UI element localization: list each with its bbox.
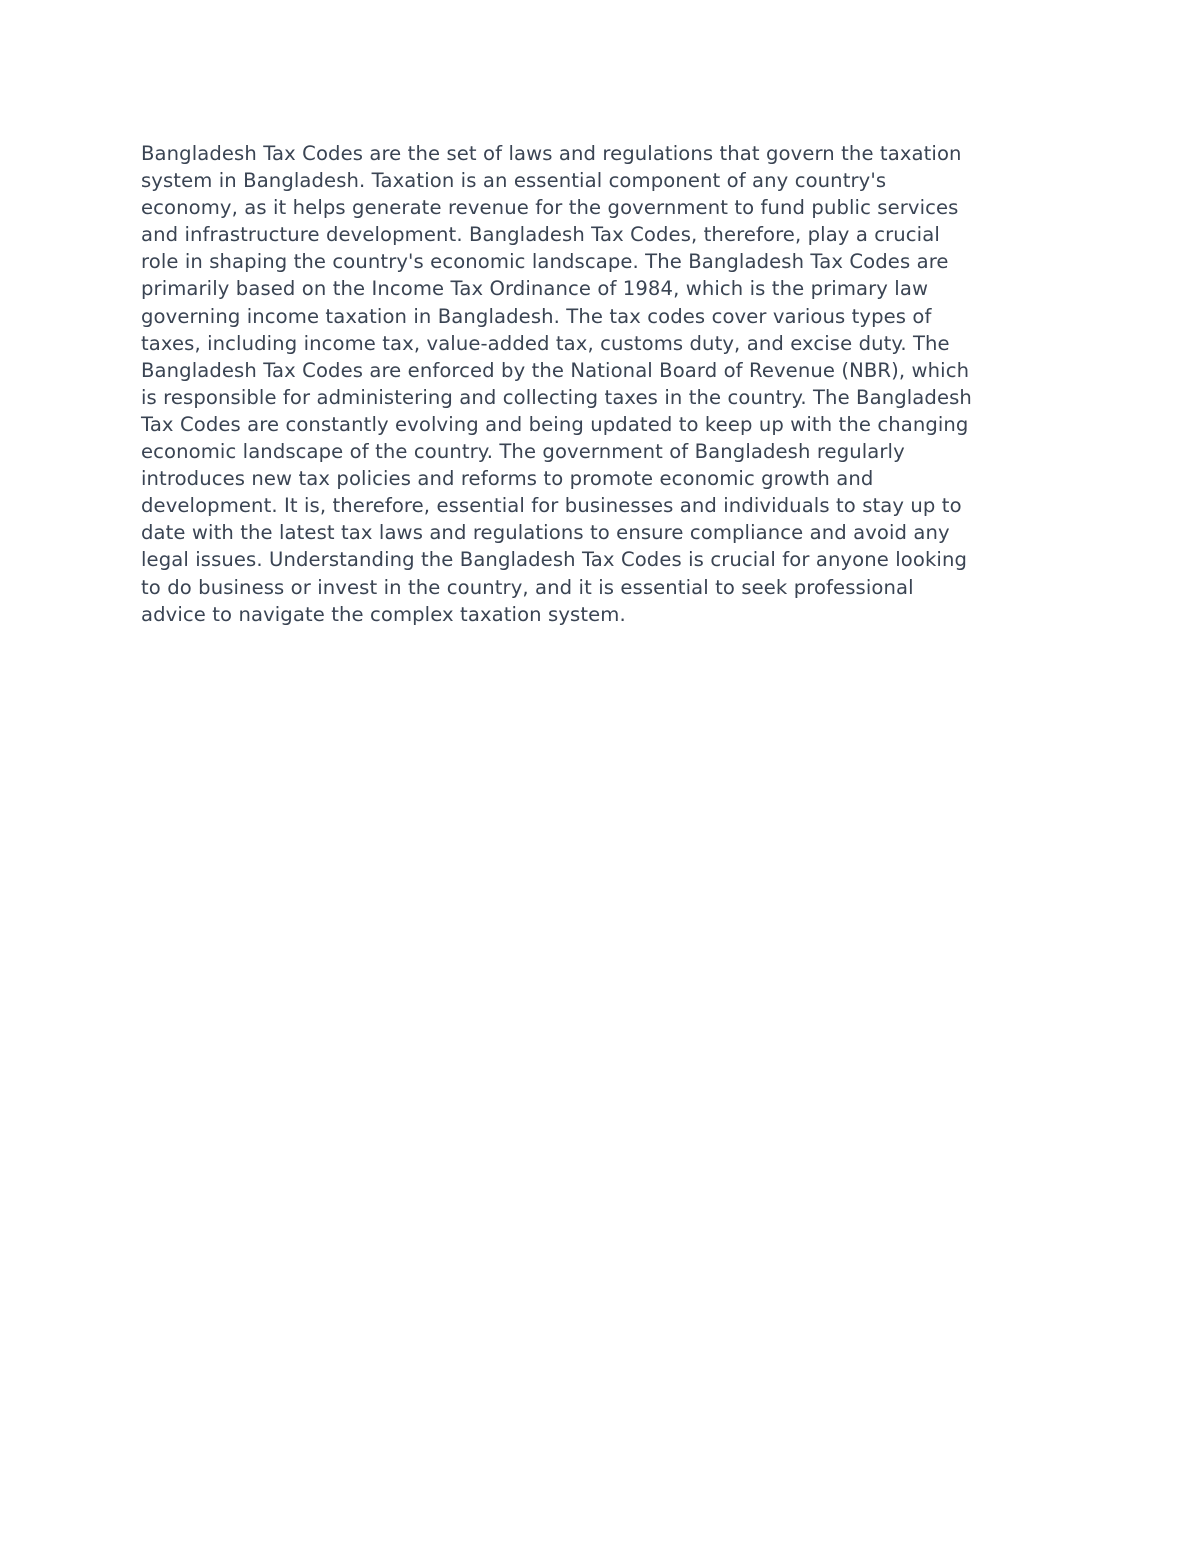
paragraph-line: is responsible for administering and collecting taxes in the country. The Bangladesh [141, 385, 972, 409]
paragraph-line: date with the latest tax laws and regulations to ensure compliance and avoid any [141, 521, 950, 545]
body-paragraph [141, 140, 1061, 628]
paragraph-line: Tax Codes are constantly evolving and being updated to keep up with the changing [141, 412, 969, 436]
paragraph-line: introduces new tax policies and reforms to promote economic growth and [141, 467, 874, 491]
paragraph-line: development. It is, therefore, essential for businesses and individuals to stay up to [141, 494, 962, 518]
paragraph-line: advice to navigate the complex taxation system. [141, 602, 626, 626]
paragraph-line: primarily based on the Income Tax Ordinance of 1984, which is the primary law [141, 277, 929, 301]
paragraph-line: taxes, including income tax, value-added tax, customs duty, and excise duty. The [141, 331, 950, 355]
paragraph-line: role in shaping the country's economic landscape. The Bangladesh Tax Codes are [141, 250, 949, 274]
paragraph-line: to do business or invest in the country, and it is essential to seek professional [141, 575, 914, 599]
paragraph-line: and infrastructure development. Bangladesh Tax Codes, therefore, play a crucial [141, 223, 940, 247]
paragraph-line: economy, as it helps generate revenue for the government to fund public services [141, 196, 959, 220]
paragraph-line: system in Bangladesh. Taxation is an essential component of any country's [141, 169, 887, 193]
paragraph-line: Bangladesh Tax Codes are enforced by the National Board of Revenue (NBR), which [141, 358, 970, 382]
paragraph-line: governing income taxation in Bangladesh. The tax codes cover various types of [141, 304, 932, 328]
paragraph-line: economic landscape of the country. The government of Bangladesh regularly [141, 440, 905, 464]
paragraph-line: Bangladesh Tax Codes are the set of laws and regulations that govern the taxation [141, 142, 962, 165]
paragraph-line: legal issues. Understanding the Bangladesh Tax Codes is crucial for anyone looking [141, 548, 968, 572]
